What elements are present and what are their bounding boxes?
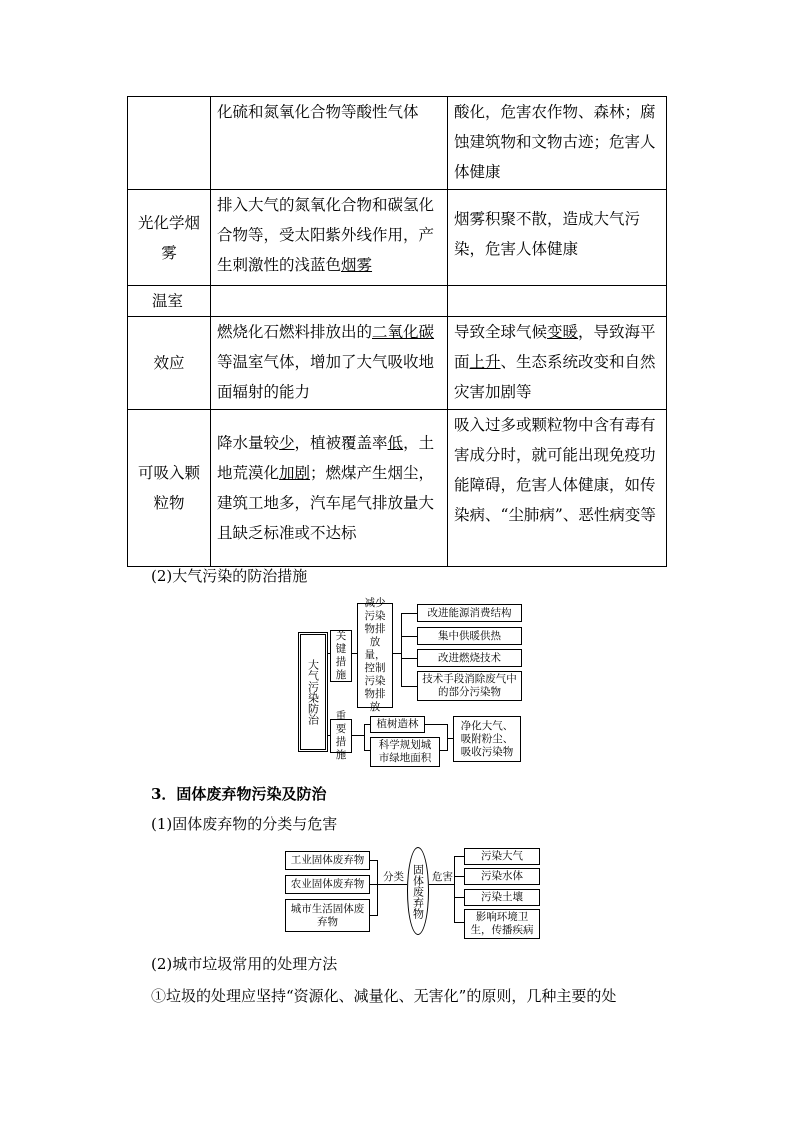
table-cell-harm: 烟雾积聚不散，造成大气污染，危害人体健康 — [448, 190, 667, 286]
effect-item: 影响环境卫生，传播疾病 — [464, 909, 540, 939]
table-row — [128, 410, 667, 567]
table-cell-name — [128, 97, 211, 190]
harm-label: 危害 — [432, 871, 453, 883]
table-cell-cause: 降水量较少，植被覆盖率低，土地荒漠化加剧；燃煤产生烟尘，建筑工地多，汽车尾气排放量大且缺乏标准或不达标 — [211, 410, 448, 567]
section-air-heading: (2)大气污染的防治措施 — [151, 567, 308, 585]
diagram-item: 技术手段消除废气中的部分污染物 — [417, 671, 522, 701]
effect-box: 净化大气、吸附粉尘、吸收污染物 — [453, 716, 521, 762]
effect-item: 污染大气 — [464, 848, 540, 865]
table-cell-cause: 化硫和氮氧化合物等酸性气体 — [211, 97, 448, 190]
table-cell-cause: 燃烧化石燃料排放出的二氧化碳等温室气体，增加了大气吸收地面辐射的能力 — [211, 317, 448, 410]
table-cell-name: 可吸入颗粒物 — [128, 410, 211, 567]
table-cell-name: 温室 — [128, 286, 211, 317]
section-3-2-heading: (2)城市垃圾常用的处理方法 — [151, 955, 338, 973]
source-box: 城市生活固体废弃物 — [285, 899, 370, 932]
effect-item: 污染水体 — [464, 868, 540, 885]
table-cell-harm: 酸化，危害农作物、森林；腐蚀建筑物和文物古迹；危害人体健康 — [448, 97, 667, 190]
classify-label: 分类 — [383, 871, 404, 883]
plant-trees-box: 植树造林 — [370, 716, 425, 733]
table-row — [128, 286, 667, 317]
pollution-table — [127, 96, 667, 567]
effect-item: 污染土壤 — [464, 889, 540, 906]
table-cell-name: 效应 — [128, 317, 211, 410]
paragraph-1: ①垃圾的处理应坚持“资源化、减量化、无害化”的原则，几种主要的处 — [151, 987, 617, 1005]
table-cell-cause — [211, 286, 448, 317]
reduce-emission-box: 减少污染物排放量，控制污染物排放 — [357, 603, 393, 708]
diagram-root: 大气污染防治 — [298, 632, 328, 752]
solid-waste-center: 固体废弃物 — [407, 847, 429, 935]
source-box: 工业固体废弃物 — [285, 851, 370, 870]
table-row — [128, 190, 667, 286]
source-box: 农业固体废弃物 — [285, 875, 370, 894]
key-measures: 关键措施 — [330, 630, 352, 682]
urban-green-box: 科学规划城市绿地面积 — [370, 737, 440, 767]
table-row — [128, 317, 667, 410]
table-cell-name: 光化学烟雾 — [128, 190, 211, 286]
diagram-item: 改进能源消费结构 — [417, 604, 522, 622]
table-cell-harm: 导致全球气候变暖，导致海平面上升、生态系统改变和自然灾害加剧等 — [448, 317, 667, 410]
important-measures: 重要措施 — [330, 719, 352, 753]
section-3-heading: 3．固体废弃物污染及防治 — [151, 785, 327, 803]
diagram-item: 集中供暖供热 — [417, 627, 522, 645]
table-cell-cause: 排入大气的氮氧化合物和碳氢化合物等，受太阳紫外线作用，产生刺激性的浅蓝色烟雾 — [211, 190, 448, 286]
table-row — [128, 97, 667, 190]
table-cell-harm: 吸入过多或颗粒物中含有毒有害成分时，就可能出现免疫功能障碍，危害人体健康，如传染病、“尘肺病”、恶性病变等 — [448, 410, 667, 567]
diagram-item: 改进燃烧技术 — [417, 649, 522, 667]
section-3-1-heading: (1)固体废弃物的分类与危害 — [151, 815, 338, 833]
table-cell-harm — [448, 286, 667, 317]
